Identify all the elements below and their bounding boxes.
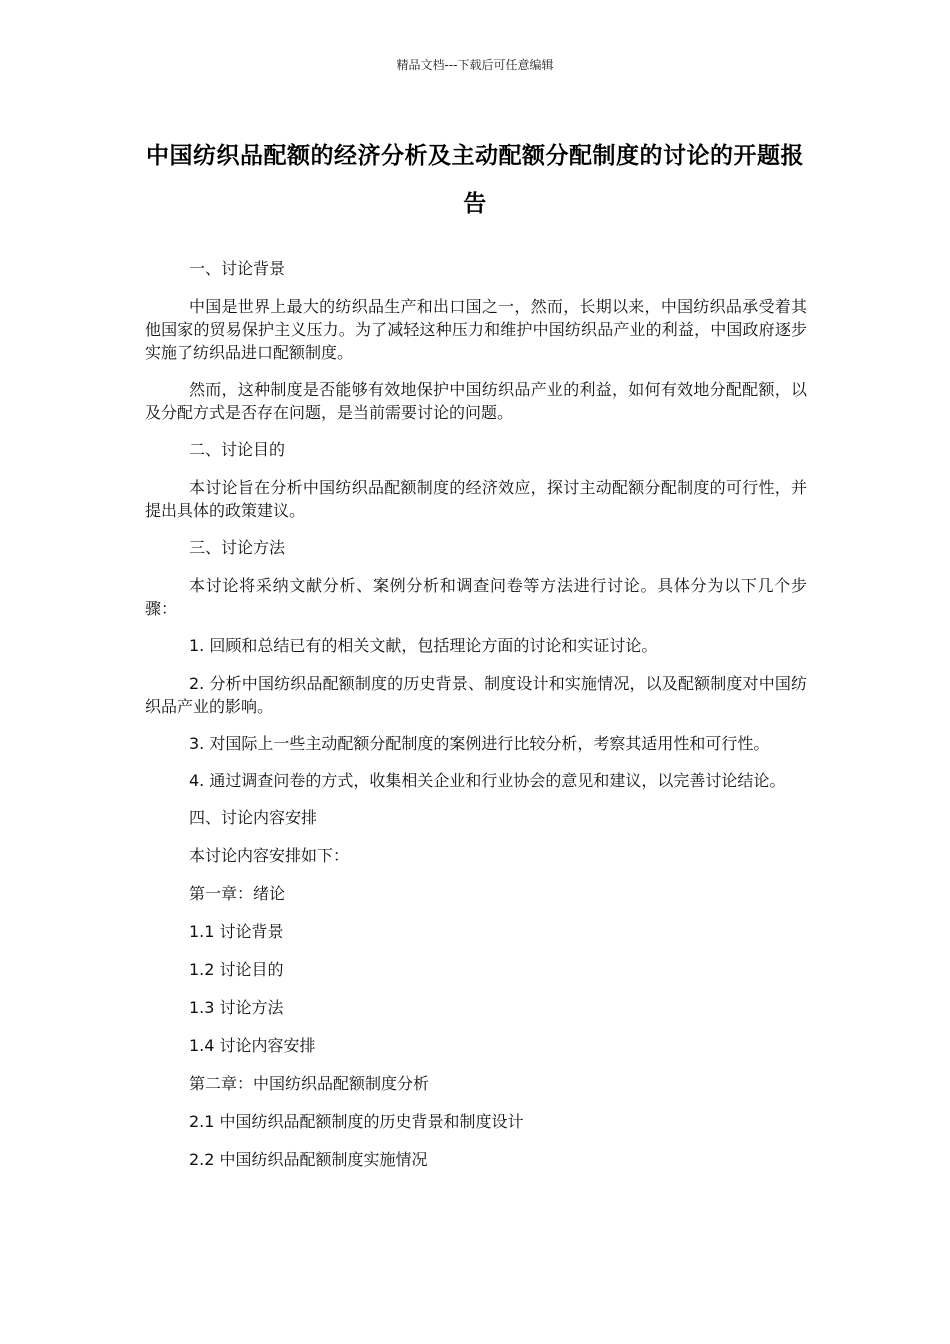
section-heading-content: 四、讨论内容安排	[189, 808, 318, 827]
section-heading-background: 一、讨论背景	[189, 259, 286, 278]
method-step-4: 4. 通过调查问卷的方式，收集相关企业和行业协会的意见和建议，以完善讨论结论。	[189, 771, 786, 790]
outline-item-2-1: 2.1 中国纺织品配额制度的历史背景和制度设计	[189, 1112, 524, 1131]
document-body	[145, 257, 807, 1186]
paragraph-background-2: 然而，这种制度是否能够有效地保护中国纺织品产业的利益，如何有效地分配配额，以及分配方式是否存在问题，是当前需要讨论的问题。	[145, 380, 807, 422]
paragraph-content-intro: 本讨论内容安排如下：	[189, 846, 350, 865]
outline-item-1-2: 1.2 讨论目的	[189, 960, 284, 979]
outline-chapter-2: 第二章：中国纺织品配额制度分析	[189, 1074, 430, 1093]
header-note: 精品文档---下载后可任意编辑	[396, 58, 554, 72]
outline-item-2-2: 2.2 中国纺织品配额制度实施情况	[189, 1150, 428, 1169]
outline-item-1-1: 1.1 讨论背景	[189, 922, 284, 941]
outline-item-1-4: 1.4 讨论内容安排	[189, 1036, 316, 1055]
document-title: 中国纺织品配额的经济分析及主动配额分配制度的讨论的开题报告	[146, 143, 804, 217]
method-step-1: 1. 回顾和总结已有的相关文献，包括理论方面的讨论和实证讨论。	[189, 636, 658, 655]
section-heading-purpose: 二、讨论目的	[189, 440, 286, 459]
outline-item-1-3: 1.3 讨论方法	[189, 998, 284, 1017]
method-step-3: 3. 对国际上一些主动配额分配制度的案例进行比较分析，考察其适用性和可行性。	[189, 734, 770, 753]
paragraph-purpose: 本讨论旨在分析中国纺织品配额制度的经济效应，探讨主动配额分配制度的可行性，并提出具体的政策建议。	[145, 478, 807, 520]
method-step-2: 2. 分析中国纺织品配额制度的历史背景、制度设计和实施情况，以及配额制度对中国纺织品产业的影响。	[145, 674, 807, 716]
paragraph-background-1: 中国是世界上最大的纺织品生产和出口国之一，然而，长期以来，中国纺织品承受着其他国家的贸易保护主义压力。为了减轻这种压力和维护中国纺织品产业的利益，中国政府逐步实施了纺织品进口配额制度。	[145, 297, 807, 362]
paragraph-method-intro: 本讨论将采纳文献分析、案例分析和调查问卷等方法进行讨论。具体分为以下几个步骤：	[145, 576, 807, 618]
outline-chapter-1: 第一章：绪论	[189, 884, 286, 903]
section-heading-method: 三、讨论方法	[189, 538, 286, 557]
